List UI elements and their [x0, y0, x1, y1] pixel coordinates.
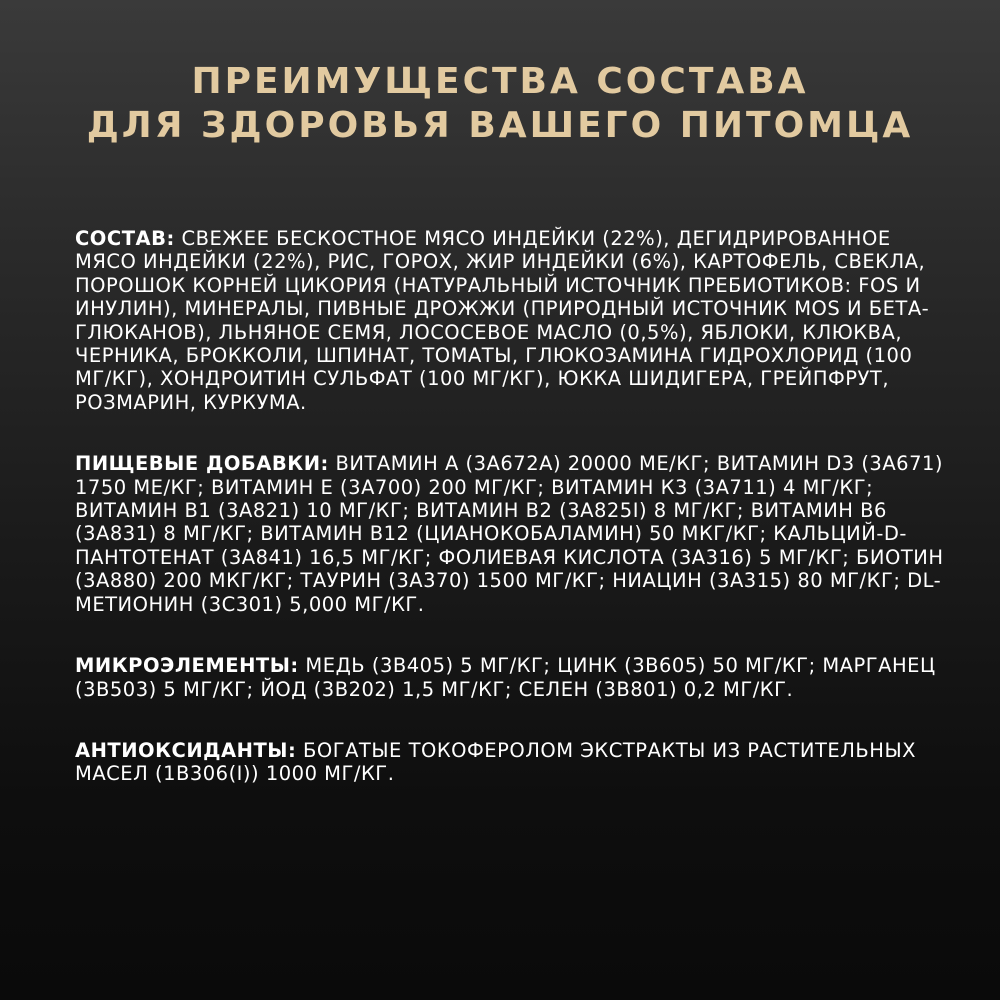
antioxidants-section	[75, 739, 945, 786]
composition-text	[75, 227, 945, 824]
page-title	[0, 60, 1000, 148]
composition-label: СОСТАВ:	[75, 227, 175, 250]
microelements-label: МИКРОЭЛЕМЕНТЫ:	[75, 654, 299, 678]
microelements-section	[75, 654, 945, 701]
composition-text-value: СВЕЖЕЕ БЕСКОСТНОЕ МЯСО ИНДЕЙКИ (22%), ДЕГИДРИРОВАННОЕ МЯСО ИНДЕЙКИ (22%), РИС, ГОРОХ, ЖИР ИНДЕЙКИ (6%), КАРТОФЕЛЬ, СВЕКЛА, ПОРОШОК КОРНЕЙ ЦИКОРИЯ (НАТУРАЛЬНЫЙ ИСТОЧНИК ПРЕБИОТИКОВ: FOS И ИНУЛИН), МИНЕРАЛЫ, ПИВНЫЕ ДРОЖЖИ (ПРИРОДНЫЙ ИСТОЧНИК MOS И БЕТА-ГЛЮКАНОВ), ЛЬНЯНОЕ СЕМЯ, ЛОСОСЕВОЕ МАСЛО (0,5%), ЯБЛОКИ, КЛЮКВА, ЧЕРНИКА, БРОККОЛИ, ШПИНАТ, ТОМАТЫ, ГЛЮКОЗАМИНА ГИДРОХЛОРИД (100 МГ/КГ), ХОНДРОИТИН СУЛЬФАТ (100 МГ/КГ), ЮККА ШИДИГЕРА, ГРЕЙПФРУТ, РОЗМАРИН, КУРКУМА.	[75, 227, 930, 414]
additives-label: ПИЩЕВЫЕ ДОБАВКИ:	[75, 452, 329, 476]
microelements-text-value: МЕДЬ (3В405) 5 МГ/КГ; ЦИНК (3В605) 50 МГ/КГ; МАРГАНЕЦ (3В503) 5 МГ/КГ; ЙОД (3В202) 1,5 МГ/КГ; СЕЛЕН (3В801) 0,2 МГ/КГ.	[75, 654, 936, 701]
page-title-line-1: ПРЕИМУЩЕСТВА СОСТАВА	[191, 61, 809, 102]
antioxidants-text-value: БОГАТЫЕ ТОКОФЕРОЛОМ ЭКСТРАКТЫ ИЗ РАСТИТЕЛЬНЫХ МАСЕЛ (1В306(I)) 1000 МГ/КГ.	[75, 738, 917, 786]
page-title-line-2: ДЛЯ ЗДОРОВЬЯ ВАШЕГО ПИТОМЦА	[86, 105, 914, 146]
composition-section	[75, 227, 945, 414]
additives-text-value: ВИТАМИН А (3А672А) 20000 МЕ/КГ; ВИТАМИН D3 (3А671) 1750 МЕ/КГ; ВИТАМИН Е (3А700) 200 МГ/КГ; ВИТАМИН К3 (3А711) 4 МГ/КГ; ВИТАМИН В1 (3А821) 10 МГ/КГ; ВИТАМИН В2 (3А825I) 8 МГ/КГ; ВИТАМИН В6 (3А831) 8 МГ/КГ; ВИТАМИН В12 (ЦИАНОКОБАЛАМИН) 50 МКГ/КГ; КАЛЬЦИЙ-D-ПАНТОТЕНАТ (3А841) 16,5 МГ/КГ; ФОЛИЕВАЯ КИСЛОТА (3А316) 5 МГ/КГ; БИОТИН (3А880) 200 МКГ/КГ; ТАУРИН (3А370) 1500 МГ/КГ; НИАЦИН (3А315) 80 МГ/КГ; DL-МЕТИОНИН (3С301) 5,000 МГ/КГ.	[75, 452, 944, 616]
antioxidants-label: АНТИОКСИДАНТЫ:	[75, 738, 297, 762]
additives-section	[75, 452, 945, 616]
